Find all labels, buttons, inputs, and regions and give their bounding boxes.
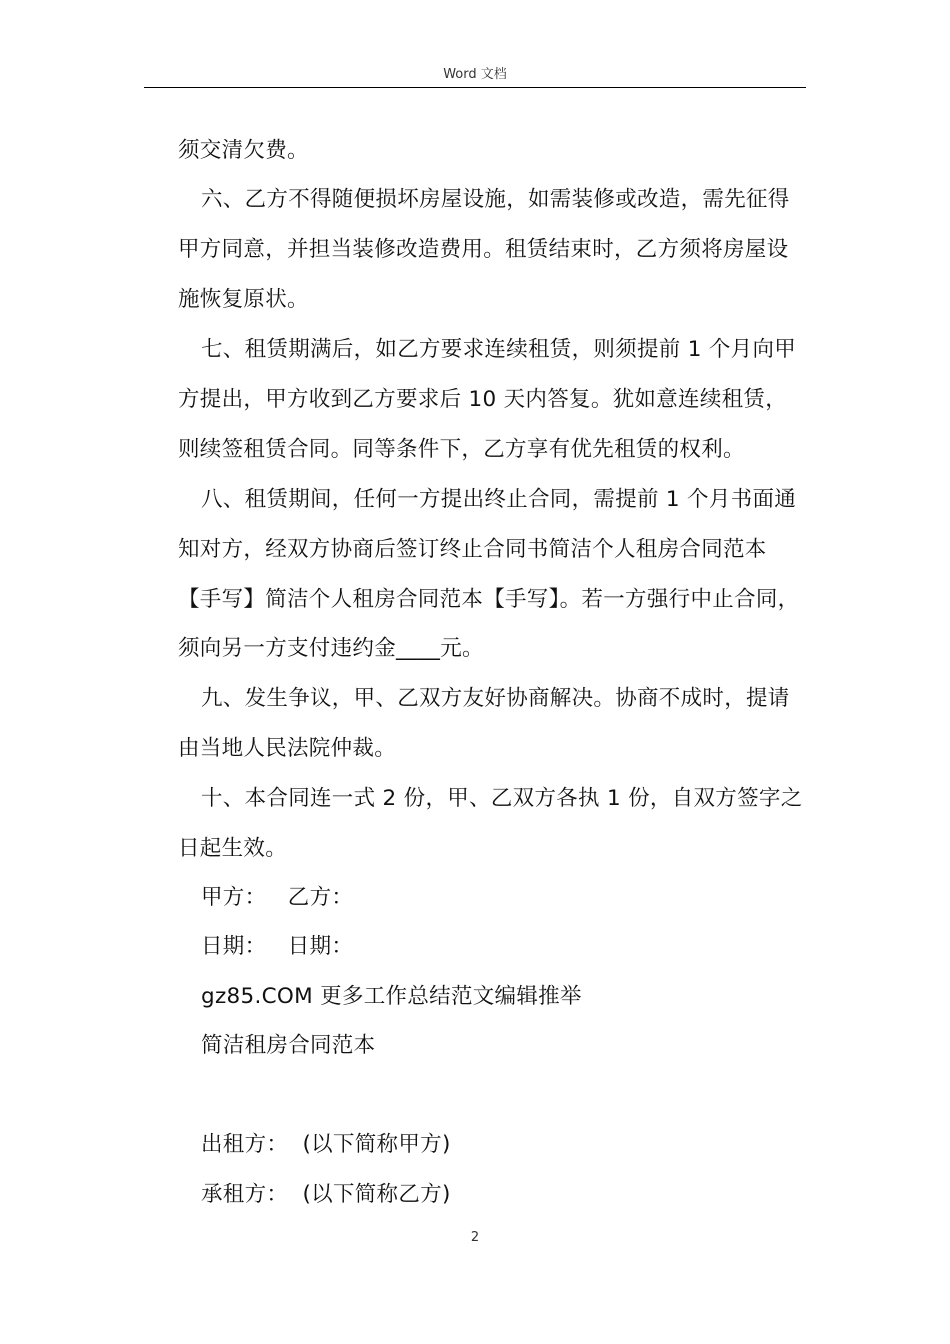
body-line: 则续签租赁合同。同等条件下，乙方享有优先租赁的权利。 [178,437,745,462]
lessor-line: 出租方： (以下简称甲方) [201,1132,451,1157]
page-header: Word 文档 [443,67,507,82]
signature-dates-line: 日期： 日期： [201,934,354,959]
header-divider [144,87,806,88]
body-line: 知对方，经双方协商后签订终止合同书简洁个人租房合同范本 [178,537,767,562]
section-title: 简洁租房合同范本 [201,1033,376,1058]
body-line: 甲方同意，并担当装修改造费用。租赁结束时，乙方须将房屋设 [178,237,789,262]
lessee-line: 承租方： (以下简称乙方) [201,1182,451,1207]
site-recommendation-line: gz85.COM 更多工作总结范文编辑推举 [201,984,582,1009]
body-line: 须交清欠费。 [178,138,309,163]
body-line: 方提出，甲方收到乙方要求后 10 天内答复。犹如意连续租赁， [178,387,788,412]
body-line: 由当地人民法院仲裁。 [178,736,397,761]
clause-9-line: 九、发生争议，甲、乙双方友好协商解决。协商不成时，提请 [201,686,790,711]
clause-8-line: 八、租赁期间，任何一方提出终止合同，需提前 1 个月书面通 [201,487,797,512]
body-line: 施恢复原状。 [178,287,309,312]
body-line: 日起生效。 [178,836,288,861]
signature-parties-line: 甲方： 乙方： [201,885,354,910]
page-number: 2 [470,1230,480,1245]
body-line: 须向另一方支付违约金____元。 [178,636,484,661]
body-line: 【手写】简洁个人租房合同范本【手写】。若一方强行中止合同， [178,587,800,612]
clause-7-line: 七、租赁期满后，如乙方要求连续租赁，则须提前 1 个月向甲 [201,337,797,362]
clause-6-line: 六、乙方不得随便损坏房屋设施，如需装修或改造，需先征得 [201,187,790,212]
clause-10-line: 十、本合同连一式 2 份，甲、乙双方各执 1 份，自双方签字之 [201,786,803,811]
